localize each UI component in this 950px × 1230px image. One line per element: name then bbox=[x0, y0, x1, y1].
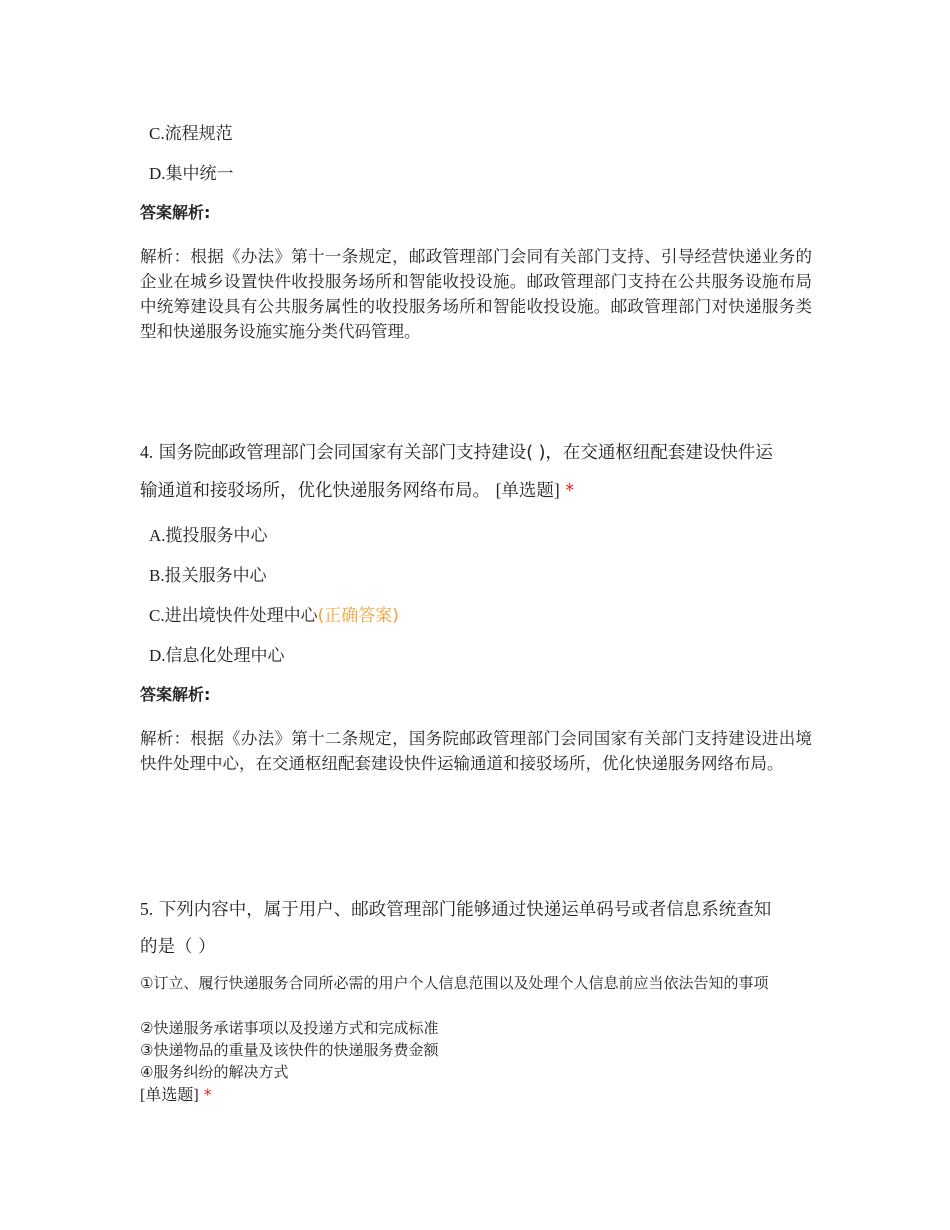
question-type-tag: [单选题] bbox=[140, 1087, 199, 1104]
question-type-tag: [单选题] bbox=[495, 480, 560, 500]
q4-option-d[interactable] bbox=[149, 644, 285, 668]
q5-item-4: ④服务纠纷的解决方式 bbox=[140, 1063, 289, 1081]
option-text: 报关服务中心 bbox=[164, 566, 267, 586]
question-stem-text: 国务院邮政管理部门会同国家有关部门支持建设( )，在交通枢纽配套建设快件运 bbox=[158, 443, 773, 463]
q5-item-2: ②快递服务承诺事项以及投递方式和完成标准 bbox=[140, 1019, 439, 1037]
correct-answer-label: (正确答案) bbox=[317, 606, 399, 626]
option-text: 进出境快件处理中心 bbox=[164, 606, 318, 626]
question-stem-text: 的是（ ） bbox=[140, 937, 216, 957]
question-number: 4. bbox=[140, 442, 154, 462]
q5-stem-line1 bbox=[140, 896, 812, 923]
required-mark: * bbox=[203, 1085, 212, 1104]
q4-option-c[interactable] bbox=[149, 604, 399, 628]
option-letter: D. bbox=[149, 646, 166, 665]
option-text: 流程规范 bbox=[164, 124, 233, 144]
question-number: 5. bbox=[140, 899, 154, 919]
q4-stem-line2 bbox=[140, 477, 812, 504]
option-text: 信息化处理中心 bbox=[165, 646, 285, 666]
option-text: 揽投服务中心 bbox=[165, 526, 268, 546]
option-letter: C. bbox=[149, 606, 165, 625]
q3-analysis-heading: 答案解析: bbox=[140, 203, 211, 222]
q3-option-c[interactable] bbox=[149, 122, 233, 146]
q5-stem-line2 bbox=[140, 934, 812, 960]
required-mark: * bbox=[565, 481, 575, 501]
question-stem-text: 下列内容中，属于用户、邮政管理部门能够通过快递运单码号或者信息系统查知 bbox=[158, 900, 772, 920]
option-letter: A. bbox=[149, 526, 166, 545]
q5-item-3: ③快递物品的重量及该快件的快递服务费金额 bbox=[140, 1041, 439, 1059]
option-text: 集中统一 bbox=[165, 164, 234, 184]
question-stem-text: 输通道和接驳场所，优化快递服务网络布局。 bbox=[140, 481, 490, 501]
q4-analysis-text: 解析：根据《办法》第十二条规定，国务院邮政管理部门会同国家有关部门支持建设进出境快件处理中心，在交通枢纽配套建设快件运输通道和接驳场所，优化快递服务网络布局。 bbox=[140, 729, 812, 773]
q4-analysis-heading: 答案解析: bbox=[140, 685, 211, 704]
q3-option-d[interactable] bbox=[149, 162, 234, 186]
q5-item-1: ①订立、履行快递服务合同所必需的用户个人信息范围以及处理个人信息前应当依法告知的事项 bbox=[140, 974, 769, 992]
q4-option-b[interactable] bbox=[149, 564, 267, 588]
q5-type-line bbox=[140, 1084, 812, 1107]
option-letter: C. bbox=[149, 124, 165, 143]
q4-option-a[interactable] bbox=[149, 524, 268, 548]
q3-analysis-text: 解析：根据《办法》第十一条规定，邮政管理部门会同有关部门支持、引导经营快递业务的企业在城乡设置快件收投服务场所和智能收投设施。邮政管理部门支持在公共服务设施布局中统筹建设具有公共服务属性的收投服务场所和智能收投设施。邮政管理部门对快递服务类型和快递服务设施实施分类代码管理。 bbox=[140, 247, 812, 341]
option-letter: B. bbox=[149, 566, 165, 585]
q4-stem-line1 bbox=[140, 439, 812, 466]
option-letter: D. bbox=[149, 164, 166, 183]
